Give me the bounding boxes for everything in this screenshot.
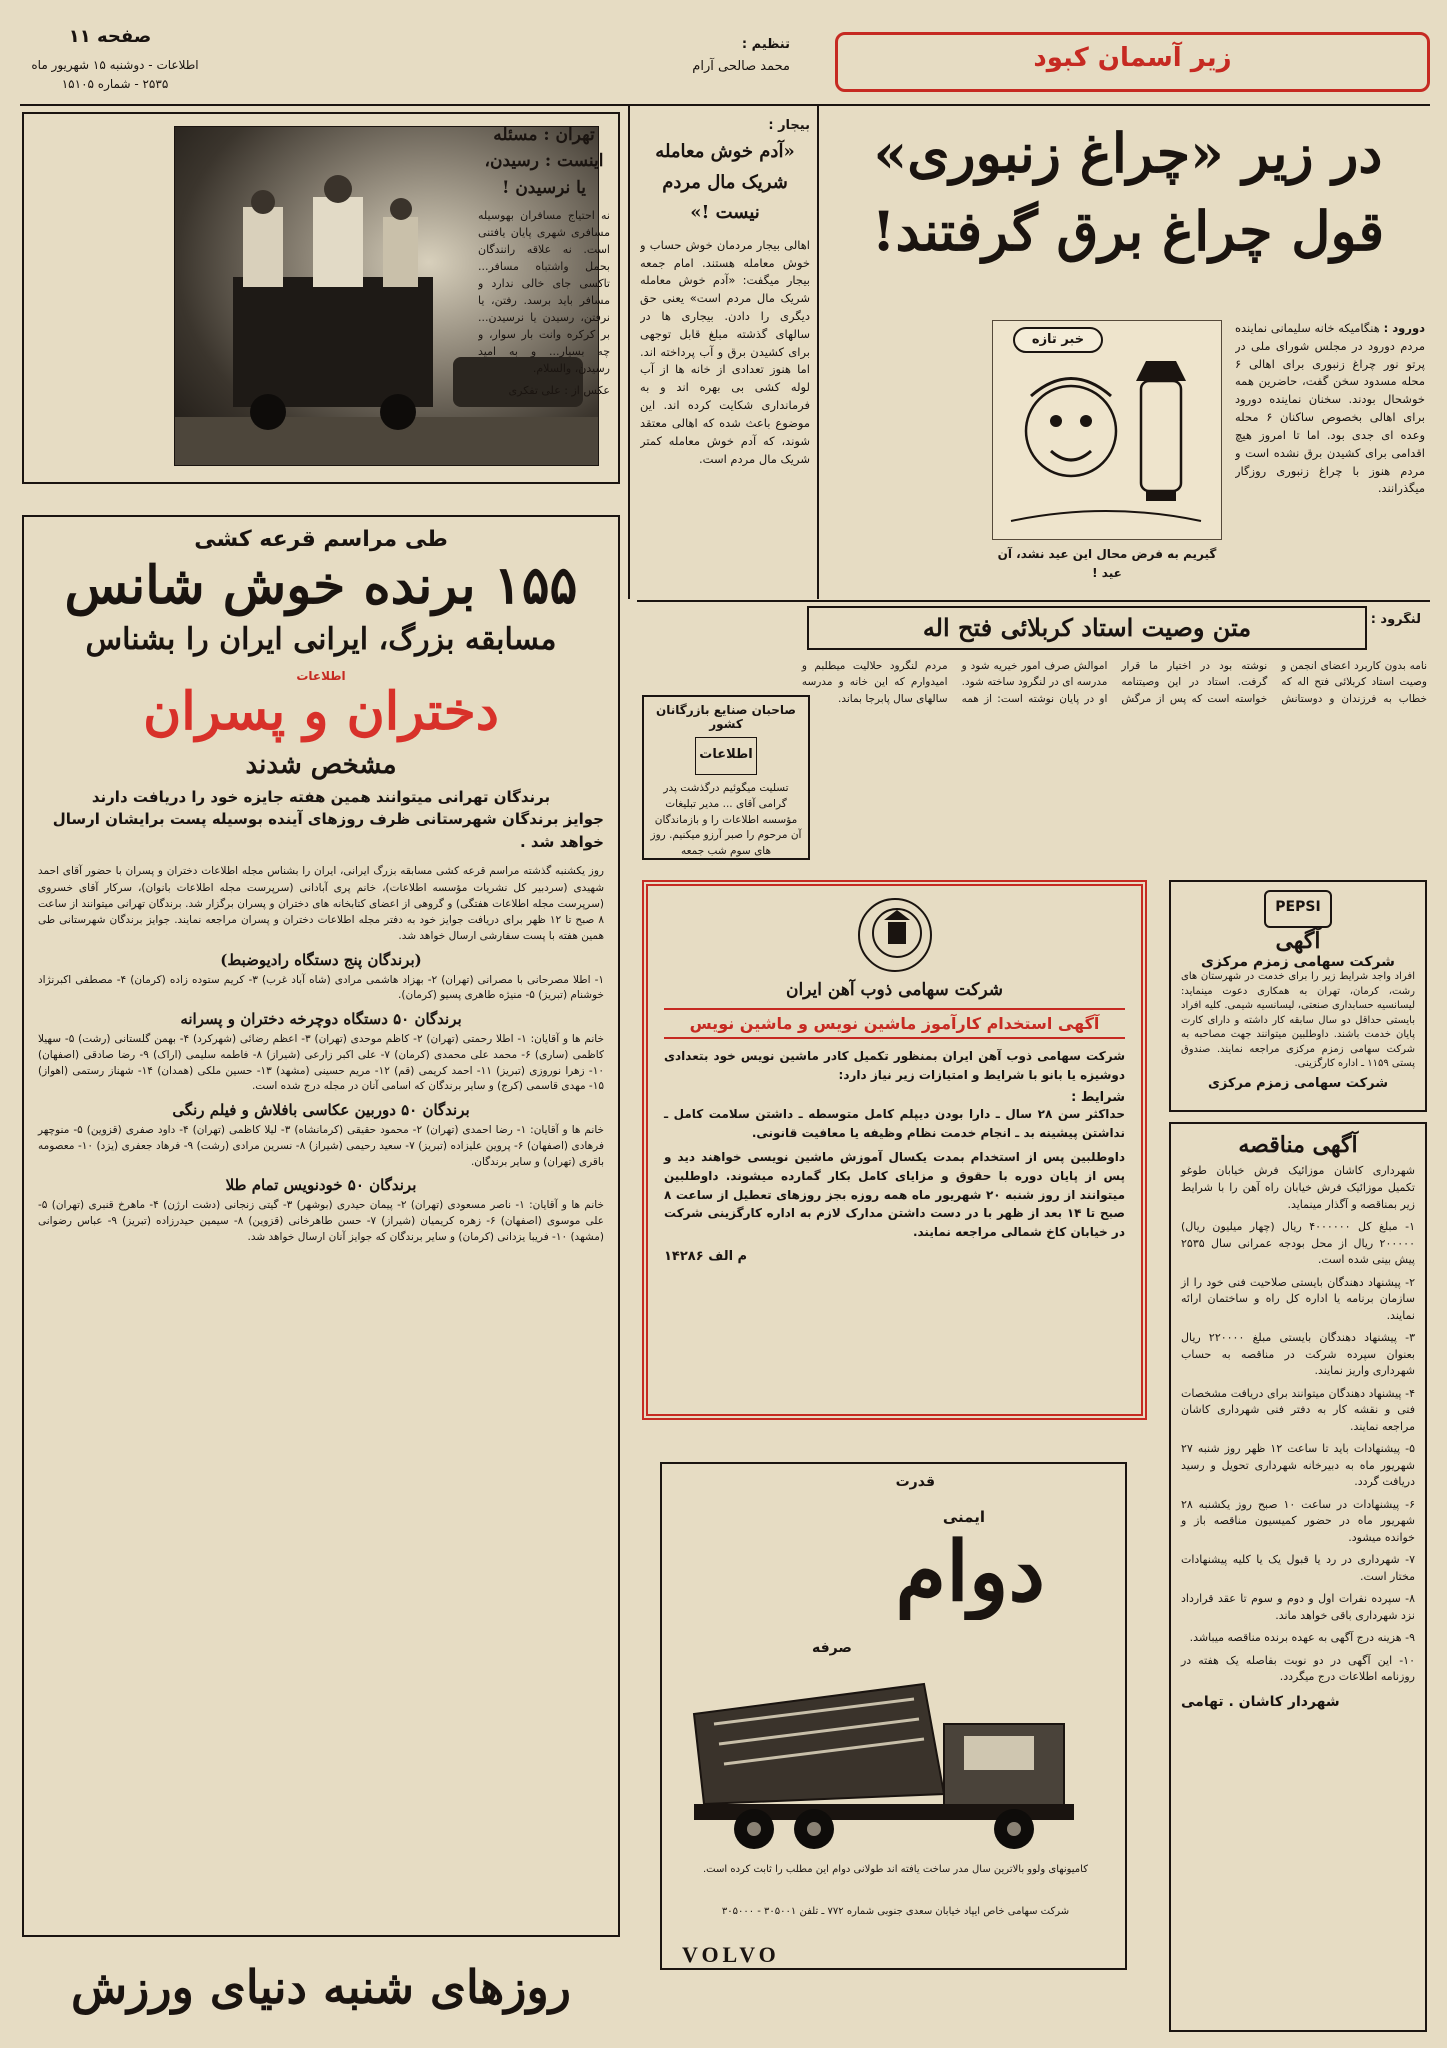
testament-dateline: لنگرود :	[1370, 612, 1421, 627]
group-radio-title: (برندگان پنج دستگاه رادیوضبط)	[220, 950, 422, 969]
emblem-icon	[864, 900, 930, 966]
dump-truck-illustration	[674, 1654, 1114, 1854]
dorood-story	[1235, 320, 1425, 605]
group-bicycle-list: خانم ها و آقایان: ۱- اطلا رحمتی (تهران) ۲- کاظم موحدی (تهران) ۳- اعظم رضائی (شهرکرد) ۴- بهمن گلستانی (رشت) ۵- سهیلا کاظمی (ساری) ۶- محمد علی محمدی (کرمان) ۷- علی اکبر زارعی (شیراز) ۸- فاطمه سلیمی (اراک) ۹- رضا صادقی (اصفهان) ۱۰- زهرا نوروزی (تبریز) ۱۱- احمد کریمی (قم) ۱۲- مریم حسینی (مشهد) ۱۳- حسین ملکی (همدان) ۱۴- شهناز رستمی (اهواز) ۱۵- مهدی قاسمی (کرج) و سایر برندگان که اسامی آنان در مجله درج شده است.	[38, 1033, 605, 1093]
bijar-continued	[645, 320, 810, 600]
lottery-notice-2: جوایز برندگان شهرستانی ظرف روزهای آینده بوسیله پست برایشان ارسال خواهد شد .	[52, 810, 604, 851]
recruit-conditions: حداکثر سن ۲۸ سال ـ دارا بودن دیپلم کامل متوسطه ـ داشتن سلامت کامل ـ نداشتن پیشینه بد ـ انجام خدمت نظام وظیفه یا معافیت قانونی.	[664, 1107, 1125, 1140]
recruit-intro: شرکت سهامی ذوب آهن ایران بمنظور تکمیل کادر ماشین نویس خود بتعدادی دوشیزه یا بانو با شرایط و امتیازات زیر نیاز دارد:	[664, 1049, 1125, 1082]
headline-line-2: قول چراغ برق گرفتند!	[871, 199, 1385, 264]
recruit-title: آگهی استخدام کارآموز ماشین نویس و ماشین نویس	[689, 1014, 1100, 1033]
testament-title: متن وصیت استاد کربلائی فتح اله	[922, 613, 1252, 642]
cartoon-illustration	[992, 320, 1222, 540]
recruit-conditions-label: شرایط :	[1071, 1090, 1125, 1106]
editor-credit	[650, 34, 790, 94]
photo-story-body: نه احتیاج مسافران بهوسیله مسافری شهری پایان یافتنی است. نه علاقه رانندگان بحمل واشتباه مسافر... تاکسی جای خالی ندارد و مسافر باید برسد. رفتن، یا نرفتن، رسیدن یا نرسیدن... بر کرکره وانت بار سوار، و چه بسیار... و به امید رسیدن، والسلام.	[478, 209, 610, 376]
sports-banner	[22, 1942, 620, 2032]
pepsi-logo-text: PEPSI	[1275, 899, 1321, 915]
condolence-body: تسلیت میگوئیم درگذشت پدر گرامی آقای ... مدیر تبلیغات مؤسسه اطلاعات را و بازماندگان آن مرحوم را صبر آرزو میکنیم. روز های سوم شب جمعه	[650, 782, 802, 857]
recruit-company: شرکت سهامی ذوب آهن ایران	[785, 980, 1004, 1000]
group-radio-list: ۱- اطلا مصرحانی با مصرانی (تهران) ۲- بهزاد هاشمی مرادی (شاه آباد غرب) ۳- کریم ستوده زاده (کرمان) ۴- مصطفی اکبرنژاد خوشنام (تبریز) ۵- منیژه طاهری پسیو (کرمان).	[38, 973, 605, 1002]
testament-body: نامه بدون کاربرد اعضای انجمن و وصیت استاد کربلائی فتح اله که خطاب به فرزندان و دوستانش نوشته بود در اختیار ما قرار گرفت. استاد در این وصیتنامه خواسته است که پس از مرگش اموالش صرف امور خیریه شود و مدرسه ای در لنگرود ساخته شود. او در پایان نوشته است: از همه مردم لنگرود حلالیت میطلبم و امیدوارم که این خانه و مدرسه سالهای سال پابرجا بماند.	[801, 660, 1427, 705]
tender-signature: شهردار کاشان . تهامی	[1181, 1693, 1340, 1710]
tender-item: ۱- مبلغ کل ۴۰۰۰۰۰۰ ریال (چهار میلیون ریال) ۲۰۰۰۰۰ ریال از محل بودجه عمرانی سال ۲۵۳۵ پیش بینی شده است.	[1181, 1220, 1415, 1267]
volvo-tagline: ایمنی	[942, 1508, 985, 1526]
headline-block	[829, 114, 1427, 314]
column-title-box	[835, 32, 1430, 92]
pepsi-ad-title: آگهی	[1275, 928, 1321, 954]
masthead	[20, 24, 1430, 110]
tender-item: ۵- پیشنهادات باید تا ساعت ۱۲ ظهر روز شنبه ۲۷ شهریور ماه به دبیرخانه شهرداری تحویل و رسید دریافت گردد.	[1181, 1442, 1415, 1489]
lantern-cartoon-icon	[992, 321, 1221, 540]
sports-banner-text: روزهای شنبه دنیای ورزش	[71, 1960, 571, 2014]
group-bicycle-title: برندگان ۵۰ دستگاه دوچرخه دختران و پسرانه	[180, 1010, 462, 1029]
volvo-big-word: دوام	[895, 1524, 1045, 1620]
lottery-intro: روز یکشنبه گذشته مراسم قرعه کشی مسابقه بزرگ ایرانی، ایران را بشناس مجله اطلاعات دختران و پسران با حضور آقای احمد شهیدی (سردبیر کل نشریات مؤسسه اطلاعات)، خانم پری آبادانی (سرپرست مجله اطلاعات بانوان)، سرکار آقای خسروی (سرپرست مجله اطلاعات هفتگی) و گروهی از اعضای کتابخانه های دختران و پسران برگزار شد. برندگان تهرانی میتوانند از ساعت ۸ صبح تا ۱۲ ظهر برای دریافت جوایز خود به دفتر مجله اطلاعات دختران و پسران مراجعه نمایند. جوایز برندگان شهرستانی طی همین هفته با پست سفارشی ارسال خواهد شد.	[38, 865, 604, 943]
lottery-notice-1: برندگان تهرانی میتوانند همین هفته جایزه خود را دریافت دارند	[91, 787, 551, 806]
volvo-small-word: قدرت	[895, 1474, 935, 1490]
condolence-ad	[642, 695, 810, 860]
dorood-dateline: دورود :	[1383, 321, 1425, 335]
volvo-ad	[660, 1462, 1127, 1970]
lottery-article	[22, 515, 620, 1937]
volvo-caption: کامیونهای ولوو بالاترین سال مدر ساخت یافته اند طولانی دوام این مطلب را ثابت کرده است.	[703, 1864, 1088, 1875]
volvo-address: شرکت سهامی خاص ایپاد خیابان سعدی جنوبی شماره ۷۷۲ ـ تلفن ۳۰۵۰۰۱ - ۳۰۵۰۰۰	[721, 1906, 1070, 1917]
page-label: صفحه ۱۱	[68, 26, 152, 47]
tender-item: ۴- پیشنهاد دهندگان میتوانند برای دریافت مشخصات فنی و نقشه کار به دفتر فنی شهرداری کاشان مراجعه نمایند.	[1181, 1386, 1415, 1433]
column-title: زیر آسمان کبود	[1033, 43, 1232, 73]
dorood-tail: گیریم به فرض محال این عید نشد، آن عید !	[997, 547, 1217, 580]
editor-name: محمد صالحی آرام	[692, 59, 790, 75]
tender-item: ۹- هزینه درج آگهی به عهده برنده مناقصه میباشد.	[1189, 1631, 1415, 1645]
tender-intro: شهرداری کاشان موزائیک فرش خیابان طوغو تکمیل موزائیک فرش خیابان راه آهن را با شرایط زیر بمناقصه و آگذار مینماید.	[1181, 1164, 1415, 1212]
volvo-small-word-2: صرفه	[812, 1640, 852, 1656]
photo-story-box	[22, 112, 620, 484]
pepsi-ad	[1169, 880, 1427, 1112]
lottery-subtitle: مسابقه بزرگ، ایرانی ایران را بشناس	[85, 621, 557, 657]
company-emblem-icon	[858, 898, 932, 972]
bijar-body: اهالی بیجار مردمان خوش حساب و خوش معامله هستند. امام جمعه بیجار میگفت: «آدم خوش معامله شریک مال مردم است» یعنی حق دیگری را دادن. بیجاری ها در سالهای گذشته مبلغ قابل توجهی برای کشیدن برق و آب پرداخته اند. اما هنوز تعدادی از خانه ها از آب لوله کشی بی بهره اند و به فرمانداری شکایت کرده اند. این موضوع باعث شده که اهالی معتقد شوند، که آدم خوش معامله کمتر شریک مال مردم است.	[640, 237, 810, 466]
tender-item: ۳- پیشنهاد دهندگان بایستی مبلغ ۲۲۰۰۰۰ ریال بعنوان سپرده شرکت در مناقصه به حساب شهرداری واریز نمایند.	[1181, 1331, 1416, 1378]
condolence-title: صاحبان صنایع بازرگانان کشور	[655, 703, 797, 731]
testament-title-box	[807, 606, 1367, 650]
pepsi-logo	[1264, 890, 1332, 928]
recruit-body: داوطلبین پس از استخدام بمدت یکسال آموزش ماشین نویسی خواهند دید و پس از پایان دوره با حقوق و مزایای کامل بکار گمارده میشوند. داوطلبین میتوانند از روز شنبه ۲۰ شهریور ماه همه روزه بجز روزهای تعطیل از ساعت ۸ صبح تا ۱۴ بعد از ظهر با در دست داشتن مدارک لازم به اداره کارگزینی شرکت در خیابان کاخ شمالی مراجعه نمایند.	[664, 1150, 1125, 1239]
magazine-logo: دختران و پسران	[143, 680, 499, 742]
bijar-title: «آدم خوش معامله شریک مال مردم نیست !»	[655, 141, 795, 224]
photo-story-title: تهران : مسئله اینست : رسیدن، یا نرسیدن !	[484, 125, 604, 198]
editor-label: تنظیم :	[741, 37, 790, 52]
pepsi-body: افراد واجد شرایط زیر را برای خدمت در شهرستان های رشت، کرمان، تهران به همکاری دعوت مینماید: لیسانسیه حسابداری صنعتی، لیسانسیه شیمی. کلیه افراد بایستی حداقل دو سال سابقه کار داشته و دارای کارت پایان خدمت باشند. داوطلبین میتوانند جهت مصاحبه به شرکت سهامی زمزم مرکزی مراجعه نمایند. صندوق پستی ۱۱۵۹ ـ اداره کارگزینی.	[1181, 971, 1415, 1069]
photo-credit: عکس از : علی تفکری	[508, 383, 610, 397]
tender-item: ۸- سپرده نفرات اول و دوم و سوم تا عقد قرارداد نزد شهرداری باقی خواهد ماند.	[1181, 1592, 1415, 1622]
dump-truck-icon	[674, 1654, 1114, 1854]
tender-item: ۶- پیشنهادات در ساعت ۱۰ صبح روز یکشنبه ۲۸ شهریور ماه در حضور کمیسیون مناقصه باز و خوانده میشود.	[1181, 1497, 1415, 1544]
group-pen-list: خانم ها و آقایان: ۱- ناصر مسعودی (تهران) ۲- پیمان حیدری (بوشهر) ۳- گیتی زنجانی (دشت ارژن) ۴- ماهرخ قنبری (تهران) ۵- علی موسوی (اصفهان) ۶- زهره کریمیان (شیراز) ۷- حسن طاهرخانی (قزوین) ۸- سیمین حیدرزاده (تبریز) ۹- عباس رضوانی (مشهد) ۱۰- فریبا یزدانی (کرمان) و سایر برندگان که جوایز آنان ارسال خواهد شد.	[38, 1199, 604, 1243]
condolence-logo-box: اطلاعات	[695, 737, 757, 775]
group-camera-title: برندگان ۵۰ دوربین عکاسی بافلاش و فیلم رنگی	[172, 1101, 470, 1120]
page-number	[30, 26, 190, 52]
tender-ad	[1169, 1122, 1427, 2032]
tender-item: ۱۰- این آگهی در دو نوبت بفاصله یک هفته در روزنامه اطلاعات درج میگردد.	[1181, 1653, 1415, 1684]
headline-line-1: در زیر «چراغ زنبوری»	[873, 121, 1383, 185]
pepsi-signature: شرکت سهامی زمزم مرکزی	[1207, 1075, 1389, 1091]
photo-story-text	[478, 122, 610, 477]
winner-lists	[38, 951, 604, 1246]
recruit-code: م الف ۱۴۲۸۶	[664, 1249, 748, 1265]
volvo-logo	[682, 1942, 822, 1968]
lottery-pre-title: طی مراسم قرعه کشی	[194, 527, 448, 552]
recruit-ad	[642, 880, 1147, 1420]
magazine-logo-small: اطلاعات	[296, 668, 346, 683]
tender-item: ۲- پیشنهاد دهندگان بایستی صلاحیت فنی خود را از سازمان برنامه یا اداره کل راه و ساختمان ارائه نمایند.	[1181, 1275, 1415, 1322]
pepsi-company: شرکت سهامی زمزم مرکزی	[1201, 954, 1395, 970]
group-camera-list: خانم ها و آقایان: ۱- رضا احمدی (تهران) ۲- محمود حقیقی (کرمانشاه) ۳- لیلا کاظمی (تهران) ۴- داود صفری (قزوین) ۵- منوچهر فرهادی (اصفهان) ۶- پروین علیزاده (تبریز) ۷- سعید رحیمی (شیراز) ۸- نسرین مرادی (رشت) ۹- فرهاد جعفری (یزد) ۱۰- معصومه باقری (تهران) و سایر برندگان.	[38, 1124, 605, 1168]
bijar-dateline: بیجار :	[768, 118, 810, 133]
volvo-brand: VOLVO	[682, 1942, 780, 1967]
tender-item: ۷- شهرداری در رد یا قبول یک یا کلیه پیشنهادات مختار است.	[1181, 1553, 1415, 1583]
dorood-body: هنگامیکه خانه سلیمانی نماینده مردم دورود در مجلس شورای ملی در پرتو نور چراغ زنبوری برای اهالی ۶ محله مسدود سخن گفت، حاضرین همه خوشحال بودند. سخنان نماینده دورود برای اهالی بخصوص ساکنان ۶ محله وعده ای جدی بود. اما تا امروز هیچ اقدامی برای کشیدن برق نشده است و مردم هنوز با چراغ زنبوری روزگار میگذرانند.	[1235, 321, 1425, 496]
date-line: اطلاعات - دوشنبه ۱۵ شهریور ماه ۲۵۳۵ - شماره ۱۵۱۰۵	[31, 58, 199, 92]
cartoon-speech-bubble: خبر تازه	[1013, 327, 1103, 353]
tender-title: آگهی مناقصه	[1238, 1132, 1358, 1158]
lottery-main-title: ۱۵۵ برنده خوش شانس	[64, 555, 578, 616]
group-pen-title: برندگان ۵۰ خودنویس تمام طلا	[225, 1176, 417, 1195]
lottery-announced: مشخص شدند	[245, 749, 397, 780]
tender-items	[1181, 1219, 1415, 1686]
recruit-title-bar	[664, 1008, 1125, 1039]
